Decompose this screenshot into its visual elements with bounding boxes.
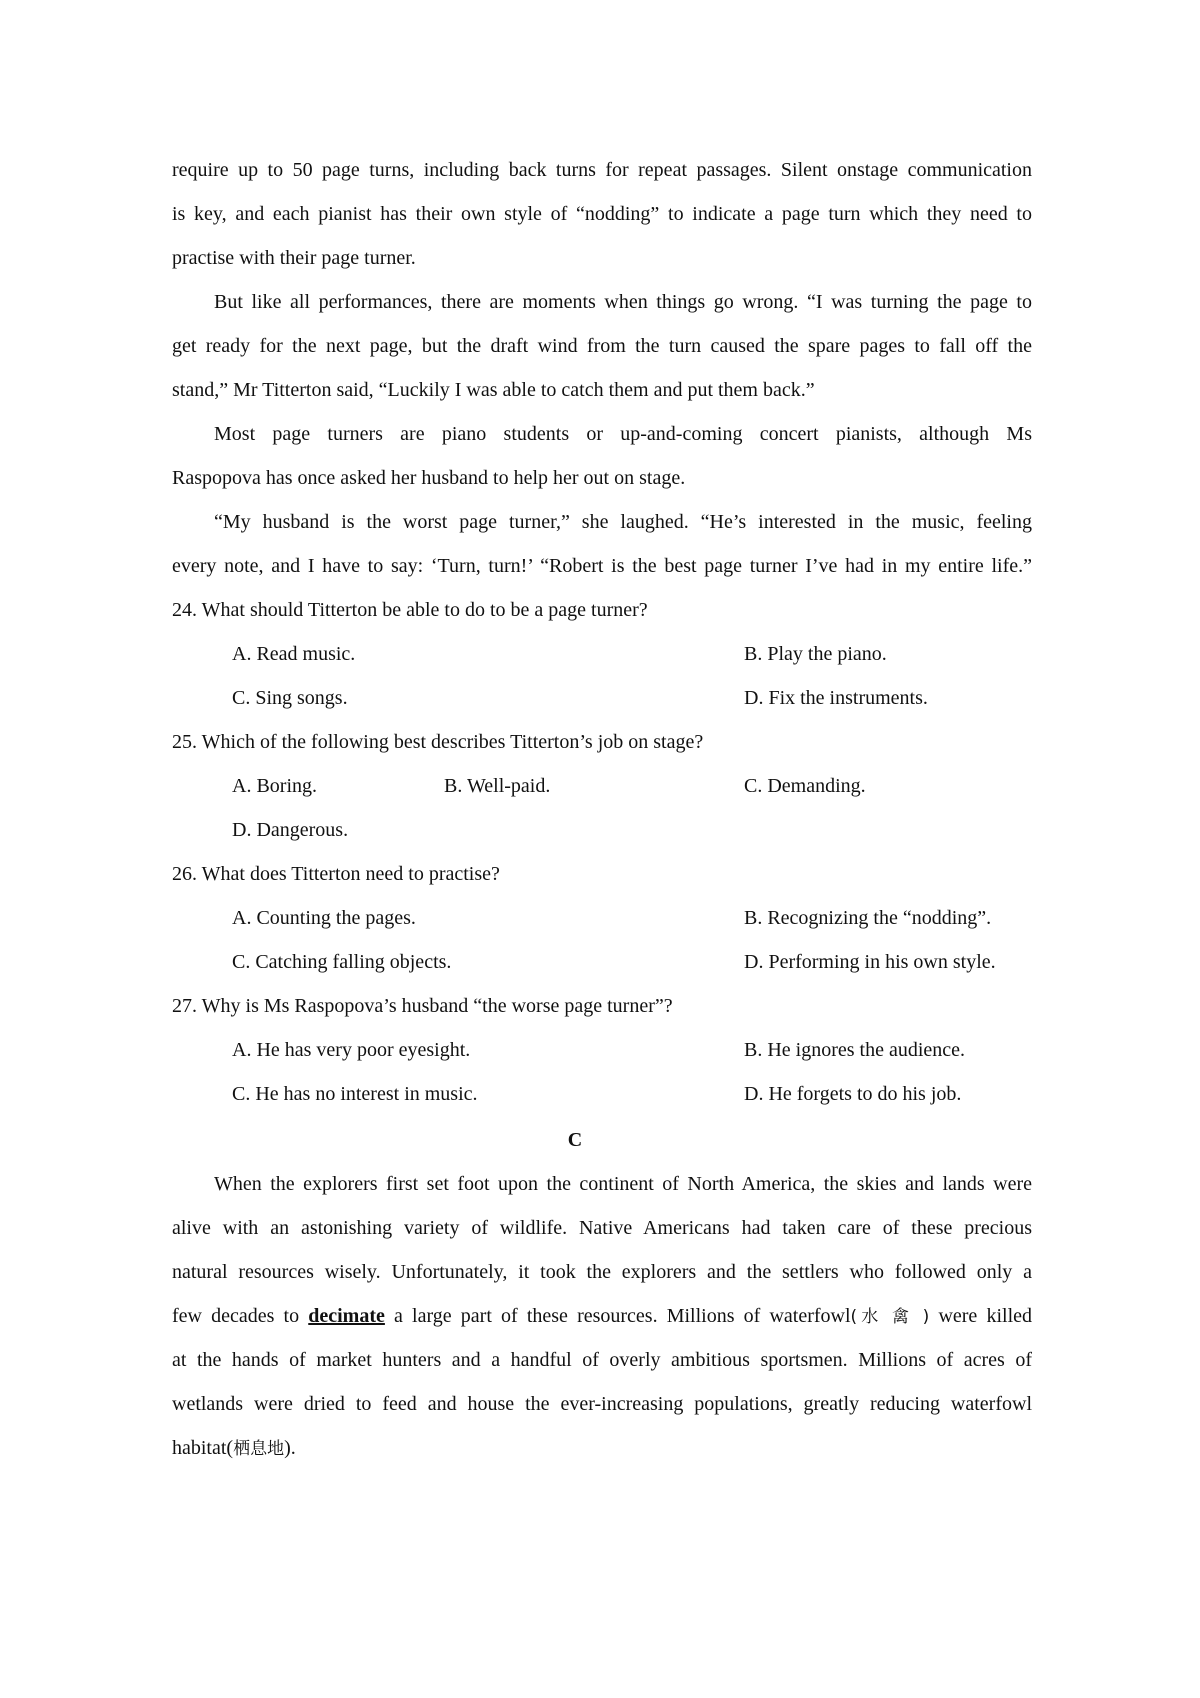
section-heading: C: [567, 1129, 583, 1151]
text-segment: habitat(: [172, 1437, 234, 1459]
option-27-a: A. He has very poor eyesight.: [232, 1039, 471, 1061]
passage-line: alive with an astonishing variety of wildlife. Native Americans had taken care of these precious: [172, 1217, 1032, 1239]
keyword-decimate: decimate: [308, 1305, 385, 1327]
option-26-c: C. Catching falling objects.: [232, 951, 452, 973]
passage-line: Raspopova has once asked her husband to help her out on stage.: [172, 467, 686, 489]
passage-line: at the hands of market hunters and a handful of overly ambitious sportsmen. Millions of acres of: [172, 1349, 1032, 1371]
question-stem-26: 26. What does Titterton need to practise?: [172, 863, 500, 885]
option-26-b: B. Recognizing the “nodding”.: [744, 907, 992, 929]
option-25-d: D. Dangerous.: [232, 819, 349, 841]
option-25-b: B. Well-paid.: [444, 775, 551, 797]
passage-line: practise with their page turner.: [172, 247, 416, 269]
text-segment: ).: [284, 1437, 296, 1459]
passage-line: Most page turners are piano students or up-and-coming concert pianists, although Ms: [214, 423, 1032, 445]
text-segment: a large part of these resources. Millions of waterfowl: [384, 1305, 851, 1327]
question-stem-27: 27. Why is Ms Raspopova’s husband “the worse page turner”?: [172, 995, 673, 1017]
question-stem-25: 25. Which of the following best describes Titterton’s job on stage?: [172, 731, 704, 753]
option-27-c: C. He has no interest in music.: [232, 1083, 478, 1105]
passage-line: When the explorers first set foot upon the continent of North America, the skies and lands were: [214, 1173, 1032, 1195]
passage-line: every note, and I have to say: ‘Turn, turn!’ “Robert is the best page turner I’ve had in my entire life.”: [172, 555, 1032, 577]
chinese-gloss: (水 禽 ): [850, 1307, 930, 1327]
passage-line: require up to 50 page turns, including back turns for repeat passages. Silent onstage communication: [172, 159, 1032, 181]
passage-line: stand,” Mr Titterton said, “Luckily I was able to catch them and put them back.”: [172, 379, 815, 401]
chinese-gloss: 栖息地: [233, 1439, 285, 1459]
text-segment: few decades to: [172, 1305, 309, 1327]
passage-line: But like all performances, there are moments when things go wrong. “I was turning the page to: [214, 291, 1032, 313]
option-27-d: D. He forgets to do his job.: [744, 1083, 962, 1105]
option-24-b: B. Play the piano.: [744, 643, 887, 665]
question-stem-24: 24. What should Titterton be able to do to be a page turner?: [172, 599, 648, 621]
option-24-c: C. Sing songs.: [232, 687, 348, 709]
option-25-a: A. Boring.: [232, 775, 317, 797]
option-25-c: C. Demanding.: [744, 775, 866, 797]
passage-line: wetlands were dried to feed and house the ever-increasing populations, greatly reducing waterfowl: [172, 1393, 1032, 1415]
text-segment: were killed: [929, 1305, 1032, 1327]
passage-line: natural resources wisely. Unfortunately, it took the explorers and the settlers who followed only a: [172, 1261, 1032, 1283]
passage-line: [172, 1304, 1032, 1328]
option-24-a: A. Read music.: [232, 643, 356, 665]
passage-line: get ready for the next page, but the draft wind from the turn caused the spare pages to fall off the: [172, 335, 1032, 357]
passage-line: is key, and each pianist has their own style of “nodding” to indicate a page turn which they need to: [172, 203, 1032, 225]
passage-line: [172, 1436, 1032, 1461]
option-26-d: D. Performing in his own style.: [744, 951, 996, 973]
option-27-b: B. He ignores the audience.: [744, 1039, 966, 1061]
passage-line: “My husband is the worst page turner,” she laughed. “He’s interested in the music, feeling: [214, 511, 1032, 533]
option-24-d: D. Fix the instruments.: [744, 687, 928, 709]
option-26-a: A. Counting the pages.: [232, 907, 416, 929]
